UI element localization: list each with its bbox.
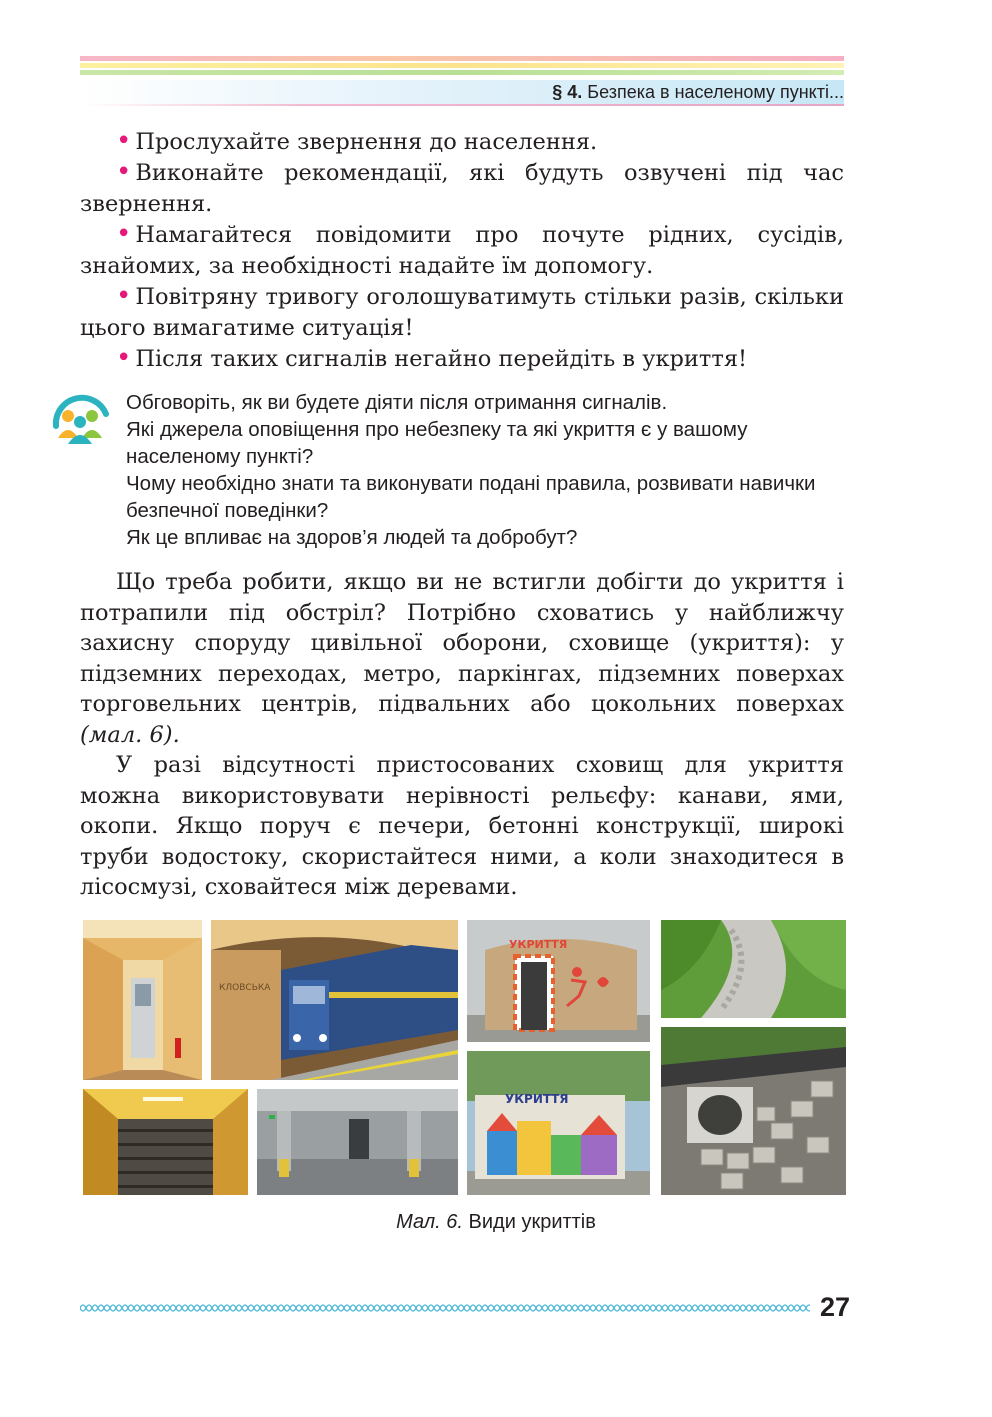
footer-ornament [80, 1298, 810, 1318]
bullet-dot-icon: • [116, 281, 132, 311]
paragraph-shelter: Що треба робити, якщо ви не встигли добігти до укриття і потрапили під обстріл? Потрібно сховатись у найближчу захисну споруду цивільної оборони, сховище (укриття): у підземних переходах, метро, паркінгах, підземних поверхах торговельних центрів, підвальних або цокольних поверхах (мал. 6). [80, 569, 844, 748]
page-number: 27 [820, 1292, 851, 1322]
list-item: • Прослухайте звернення до населення. [116, 126, 598, 156]
bullet-dot-icon: • [116, 157, 132, 187]
discussion-line: Які джерела оповіщення про небезпеку та які укриття є у вашому населеному пункті? [126, 418, 748, 468]
station-sign: КЛОВСЬКА [219, 983, 271, 993]
paragraph-terrain: У разі відсутності пристосованих сховищ для укриття можна використовувати нерівності рельєфу: канави, ями, окопи. Якщо поруч є печери, бетонні конструкції, широкі труби водостоку, скористайтеся ними, а коли знаходитеся в лісосмузі, сховайтеся між деревами. [80, 752, 844, 900]
stripe-yellow [80, 63, 844, 68]
section-mark: § 4. [552, 82, 583, 102]
photo-shelter-module [467, 920, 650, 1042]
shelter-sign-2: УКРИТТЯ [505, 1092, 569, 1106]
discussion-questions [126, 389, 846, 551]
figure-title: Види укриттів [468, 1211, 596, 1233]
bullet-dot-icon: • [116, 219, 132, 249]
bullet-list [80, 127, 844, 375]
figure-reference: (мал. 6). [80, 721, 180, 748]
stripe-green [80, 70, 844, 75]
header-stripes [80, 56, 844, 77]
photo-underground-parking [257, 1089, 458, 1195]
running-header [552, 80, 844, 104]
figure-label: Мал. 6. [396, 1211, 463, 1233]
section-title: Безпека в населеному пункті... [587, 82, 844, 102]
list-item: • Після таких сигналів негайно перейдіть в укриття! [116, 343, 748, 373]
stripe-pink [80, 56, 844, 61]
group-discussion-icon [48, 386, 112, 450]
list-item: • Намагайтеся повідомити про почуте рідних, сусідів, знайомих, за необхідності надайте їм допомогу. [80, 219, 844, 279]
discussion-line: Як це впливає на здоров’я людей та добробут? [126, 526, 578, 549]
figure-caption [0, 1211, 992, 1234]
discussion-line: Обговоріть, як ви будете діяти після отримання сигналів. [126, 391, 668, 414]
list-item: • Виконайте рекомендації, які будуть озвучені під час звернення. [80, 157, 844, 217]
header-underline [80, 104, 844, 106]
photo-drainage-pipe [661, 1027, 846, 1195]
bullet-dot-icon: • [116, 126, 132, 156]
photo-painted-shelter [467, 1051, 650, 1195]
shelter-sign-1: УКРИТТЯ [509, 938, 568, 951]
photo-drainage-ditch [661, 920, 846, 1018]
photo-basement-corridor [83, 920, 202, 1080]
bullet-dot-icon: • [116, 343, 132, 373]
photo-underpass-stairs [83, 1089, 248, 1195]
photo-metro-station [211, 920, 458, 1080]
list-item: • Повітряну тривогу оголошуватимуть стільки разів, скільки цього вимагатиме ситуація! [80, 281, 844, 341]
discussion-line: Чому необхідно знати та виконувати подані правила, розвивати навички безпечної поведінки? [126, 472, 816, 522]
